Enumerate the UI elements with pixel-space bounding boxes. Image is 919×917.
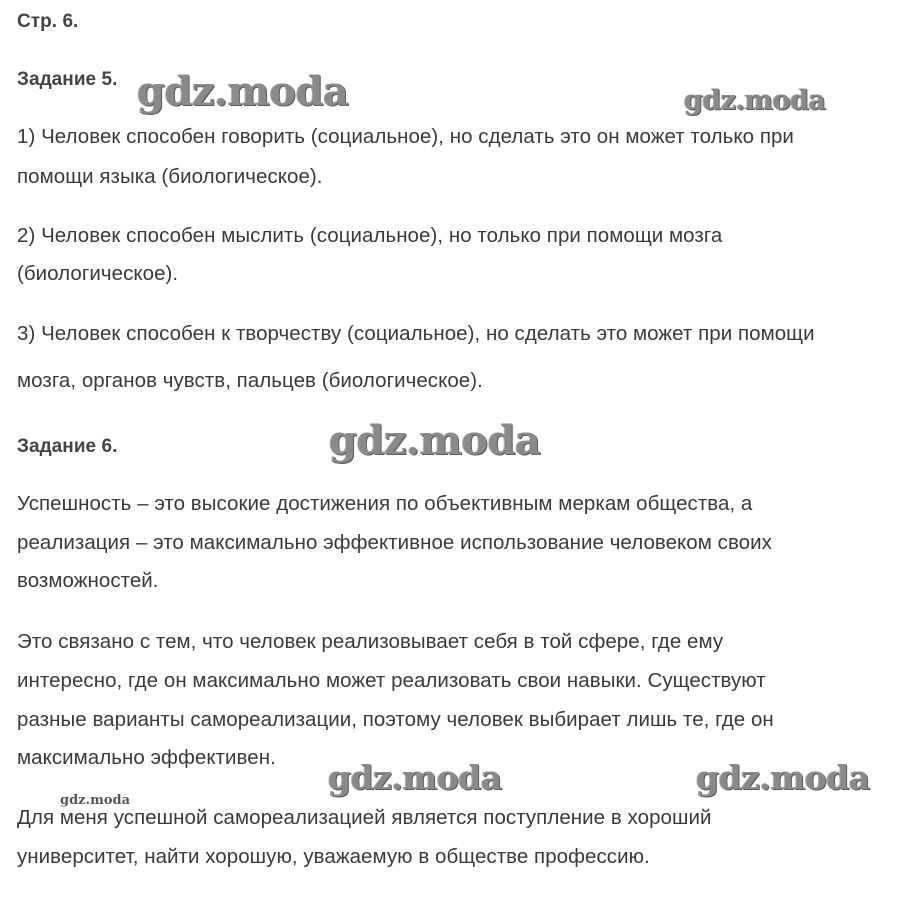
task6-line-1: Успешность – это высокие достижения по объективным меркам общества, а — [17, 492, 753, 515]
watermark-logo: gdz.moda — [137, 68, 349, 115]
task5-line-5: 3) Человек способен к творчеству (социальное), но сделать это может при помощи — [17, 322, 815, 345]
watermark-logo: gdz.moda — [684, 85, 826, 116]
task6-line-4: Это связано с тем, что человек реализовывает себя в той сфере, где ему — [17, 630, 724, 653]
task6-line-2: реализация – это максимально эффективное использование человеком своих — [17, 531, 772, 554]
task6-heading: Задание 6. — [17, 436, 118, 457]
task5-line-6: мозга, органов чувств, пальцев (биологическое). — [17, 369, 483, 392]
watermark-logo: gdz.moda — [329, 417, 541, 464]
page-label: Стр. 6. — [17, 11, 79, 32]
watermark-logo: gdz.moda — [696, 758, 870, 797]
watermark-logo: gdz.moda — [60, 793, 131, 808]
task6-line-9: университет, найти хорошую, уважаемую в обществе профессию. — [17, 845, 650, 868]
task5-line-2: помощи языка (биологическое). — [17, 165, 323, 188]
task5-line-1: 1) Человек способен говорить (социальное), но сделать это он может только при — [17, 125, 794, 148]
watermark-logo: gdz.moda — [328, 758, 502, 797]
task6-line-5: интересно, где он максимально может реализовать свои навыки. Существуют — [17, 669, 766, 692]
task5-line-4: (биологическое). — [17, 262, 179, 285]
task5-heading: Задание 5. — [17, 69, 118, 90]
task6-line-8: Для меня успешной самореализацией является поступление в хороший — [17, 806, 712, 829]
task5-line-3: 2) Человек способен мыслить (социальное), но только при помощи мозга — [17, 224, 723, 247]
task6-line-3: возможностей. — [17, 569, 159, 592]
task6-line-7: максимально эффективен. — [17, 746, 276, 769]
task6-line-6: разные варианты самореализации, поэтому человек выбирает лишь те, где он — [17, 708, 774, 731]
